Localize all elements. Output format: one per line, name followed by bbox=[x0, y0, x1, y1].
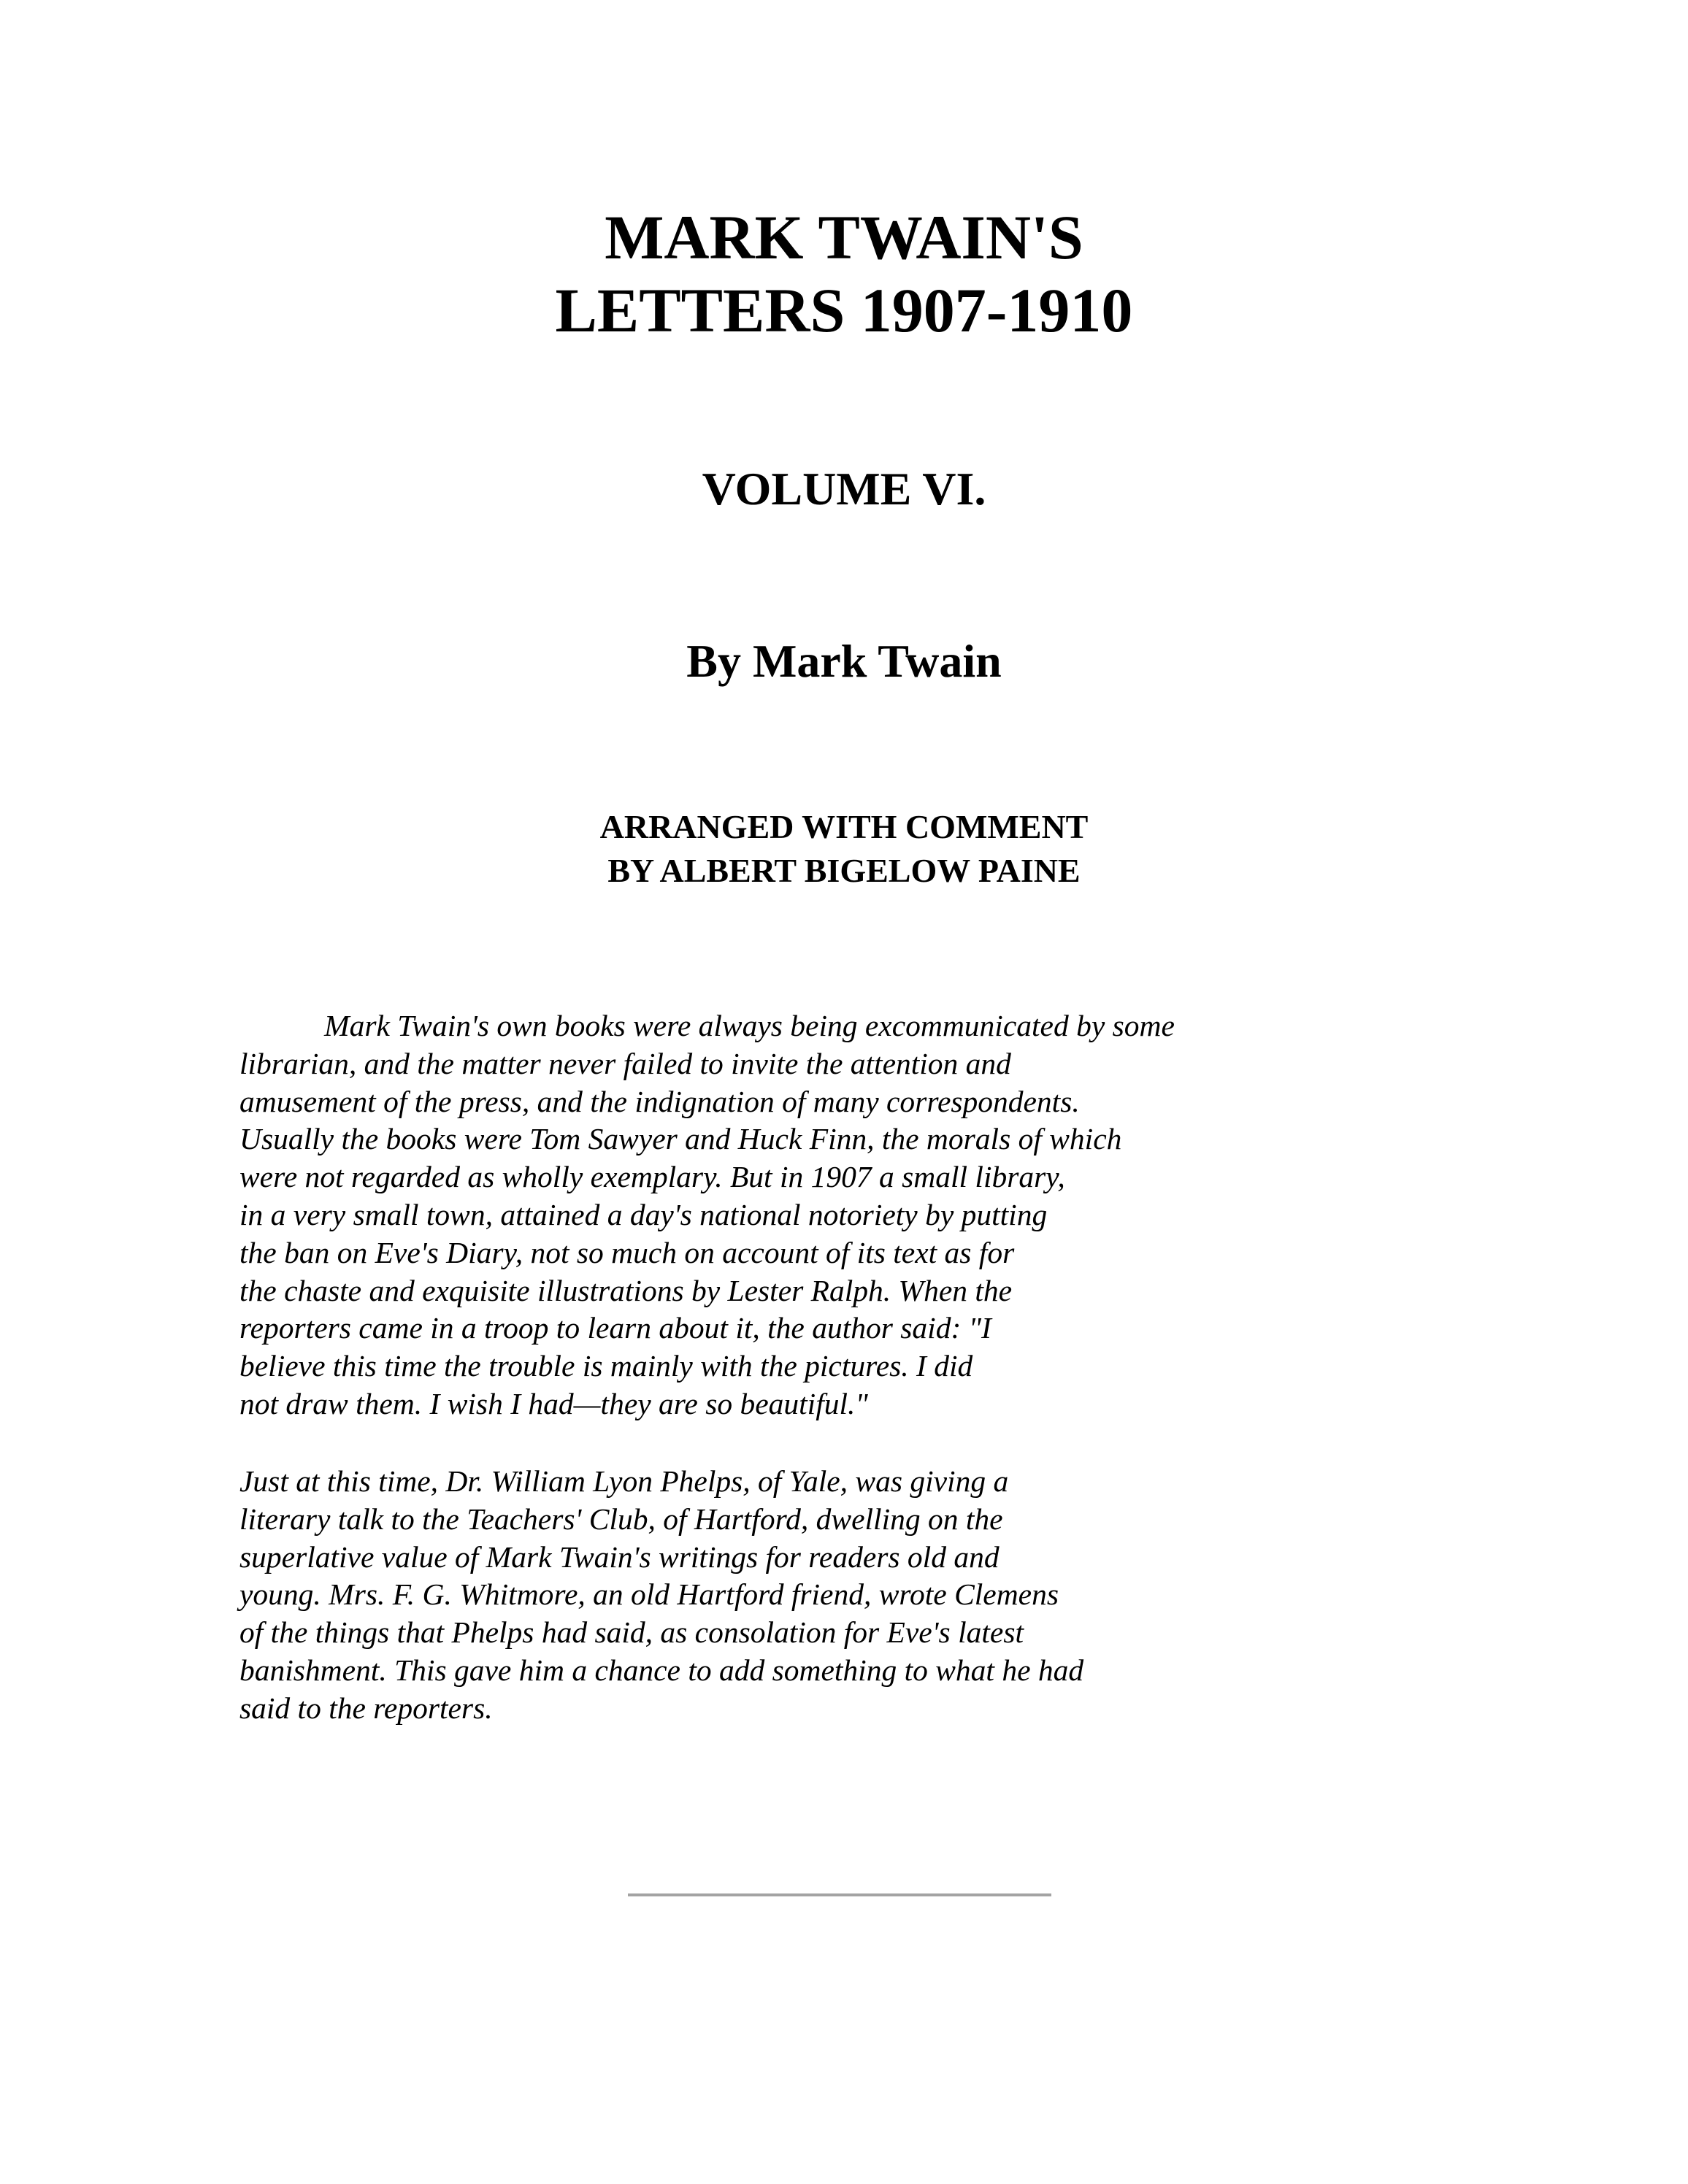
intro-paragraph-1 bbox=[239, 1007, 1335, 1423]
title-line-2: LETTERS 1907-1910 bbox=[555, 275, 1133, 345]
text-line: in a very small town, attained a day's national notoriety by putting bbox=[239, 1197, 1048, 1231]
volume-heading: VOLUME VI. bbox=[702, 463, 986, 515]
text-line: Usually the books were Tom Sawyer and Huck Finn, the morals of which bbox=[239, 1122, 1122, 1156]
text-line: amusement of the press, and the indignation of many correspondents. bbox=[239, 1084, 1080, 1118]
section-divider bbox=[628, 1893, 1051, 1896]
text-line: Just at this time, Dr. William Lyon Phelps, of Yale, was giving a bbox=[239, 1464, 1009, 1498]
text-line: believe this time the trouble is mainly with the pictures. I did bbox=[239, 1349, 973, 1383]
text-line: the chaste and exquisite illustrations by Lester Ralph. When the bbox=[239, 1273, 1013, 1307]
book-title bbox=[0, 201, 1688, 347]
title-line-1: MARK TWAIN'S bbox=[605, 202, 1083, 272]
text-line: were not regarded as wholly exemplary. But in 1907 a small library, bbox=[239, 1160, 1065, 1194]
text-line: the ban on Eve's Diary, not so much on account of its text as for bbox=[239, 1235, 1015, 1269]
author-byline: By Mark Twain bbox=[686, 635, 1002, 687]
text-line: librarian, and the matter never failed to invite the attention and bbox=[239, 1046, 1011, 1080]
text-line: of the things that Phelps had said, as consolation for Eve's latest bbox=[239, 1615, 1024, 1650]
intro-paragraph-2 bbox=[239, 1463, 1335, 1728]
text-line: not draw them. I wish I had—they are so beautiful." bbox=[239, 1386, 868, 1420]
arranged-line-1: ARRANGED WITH COMMENT bbox=[599, 808, 1089, 845]
text-line: superlative value of Mark Twain's writings for readers old and bbox=[239, 1539, 1000, 1574]
text-line: banishment. This gave him a chance to add something to what he had bbox=[239, 1653, 1084, 1687]
text-line: said to the reporters. bbox=[239, 1691, 493, 1725]
arranged-by-heading bbox=[0, 805, 1688, 893]
text-line: Mark Twain's own books were always being excommunicated by some bbox=[324, 1009, 1175, 1042]
text-line: reporters came in a troop to learn about it, the author said: "I bbox=[239, 1311, 991, 1345]
text-line: young. Mrs. F. G. Whitmore, an old Hartford friend, wrote Clemens bbox=[239, 1577, 1059, 1612]
arranged-line-2: BY ALBERT BIGELOW PAINE bbox=[607, 852, 1081, 889]
text-line: literary talk to the Teachers' Club, of Hartford, dwelling on the bbox=[239, 1502, 1003, 1536]
